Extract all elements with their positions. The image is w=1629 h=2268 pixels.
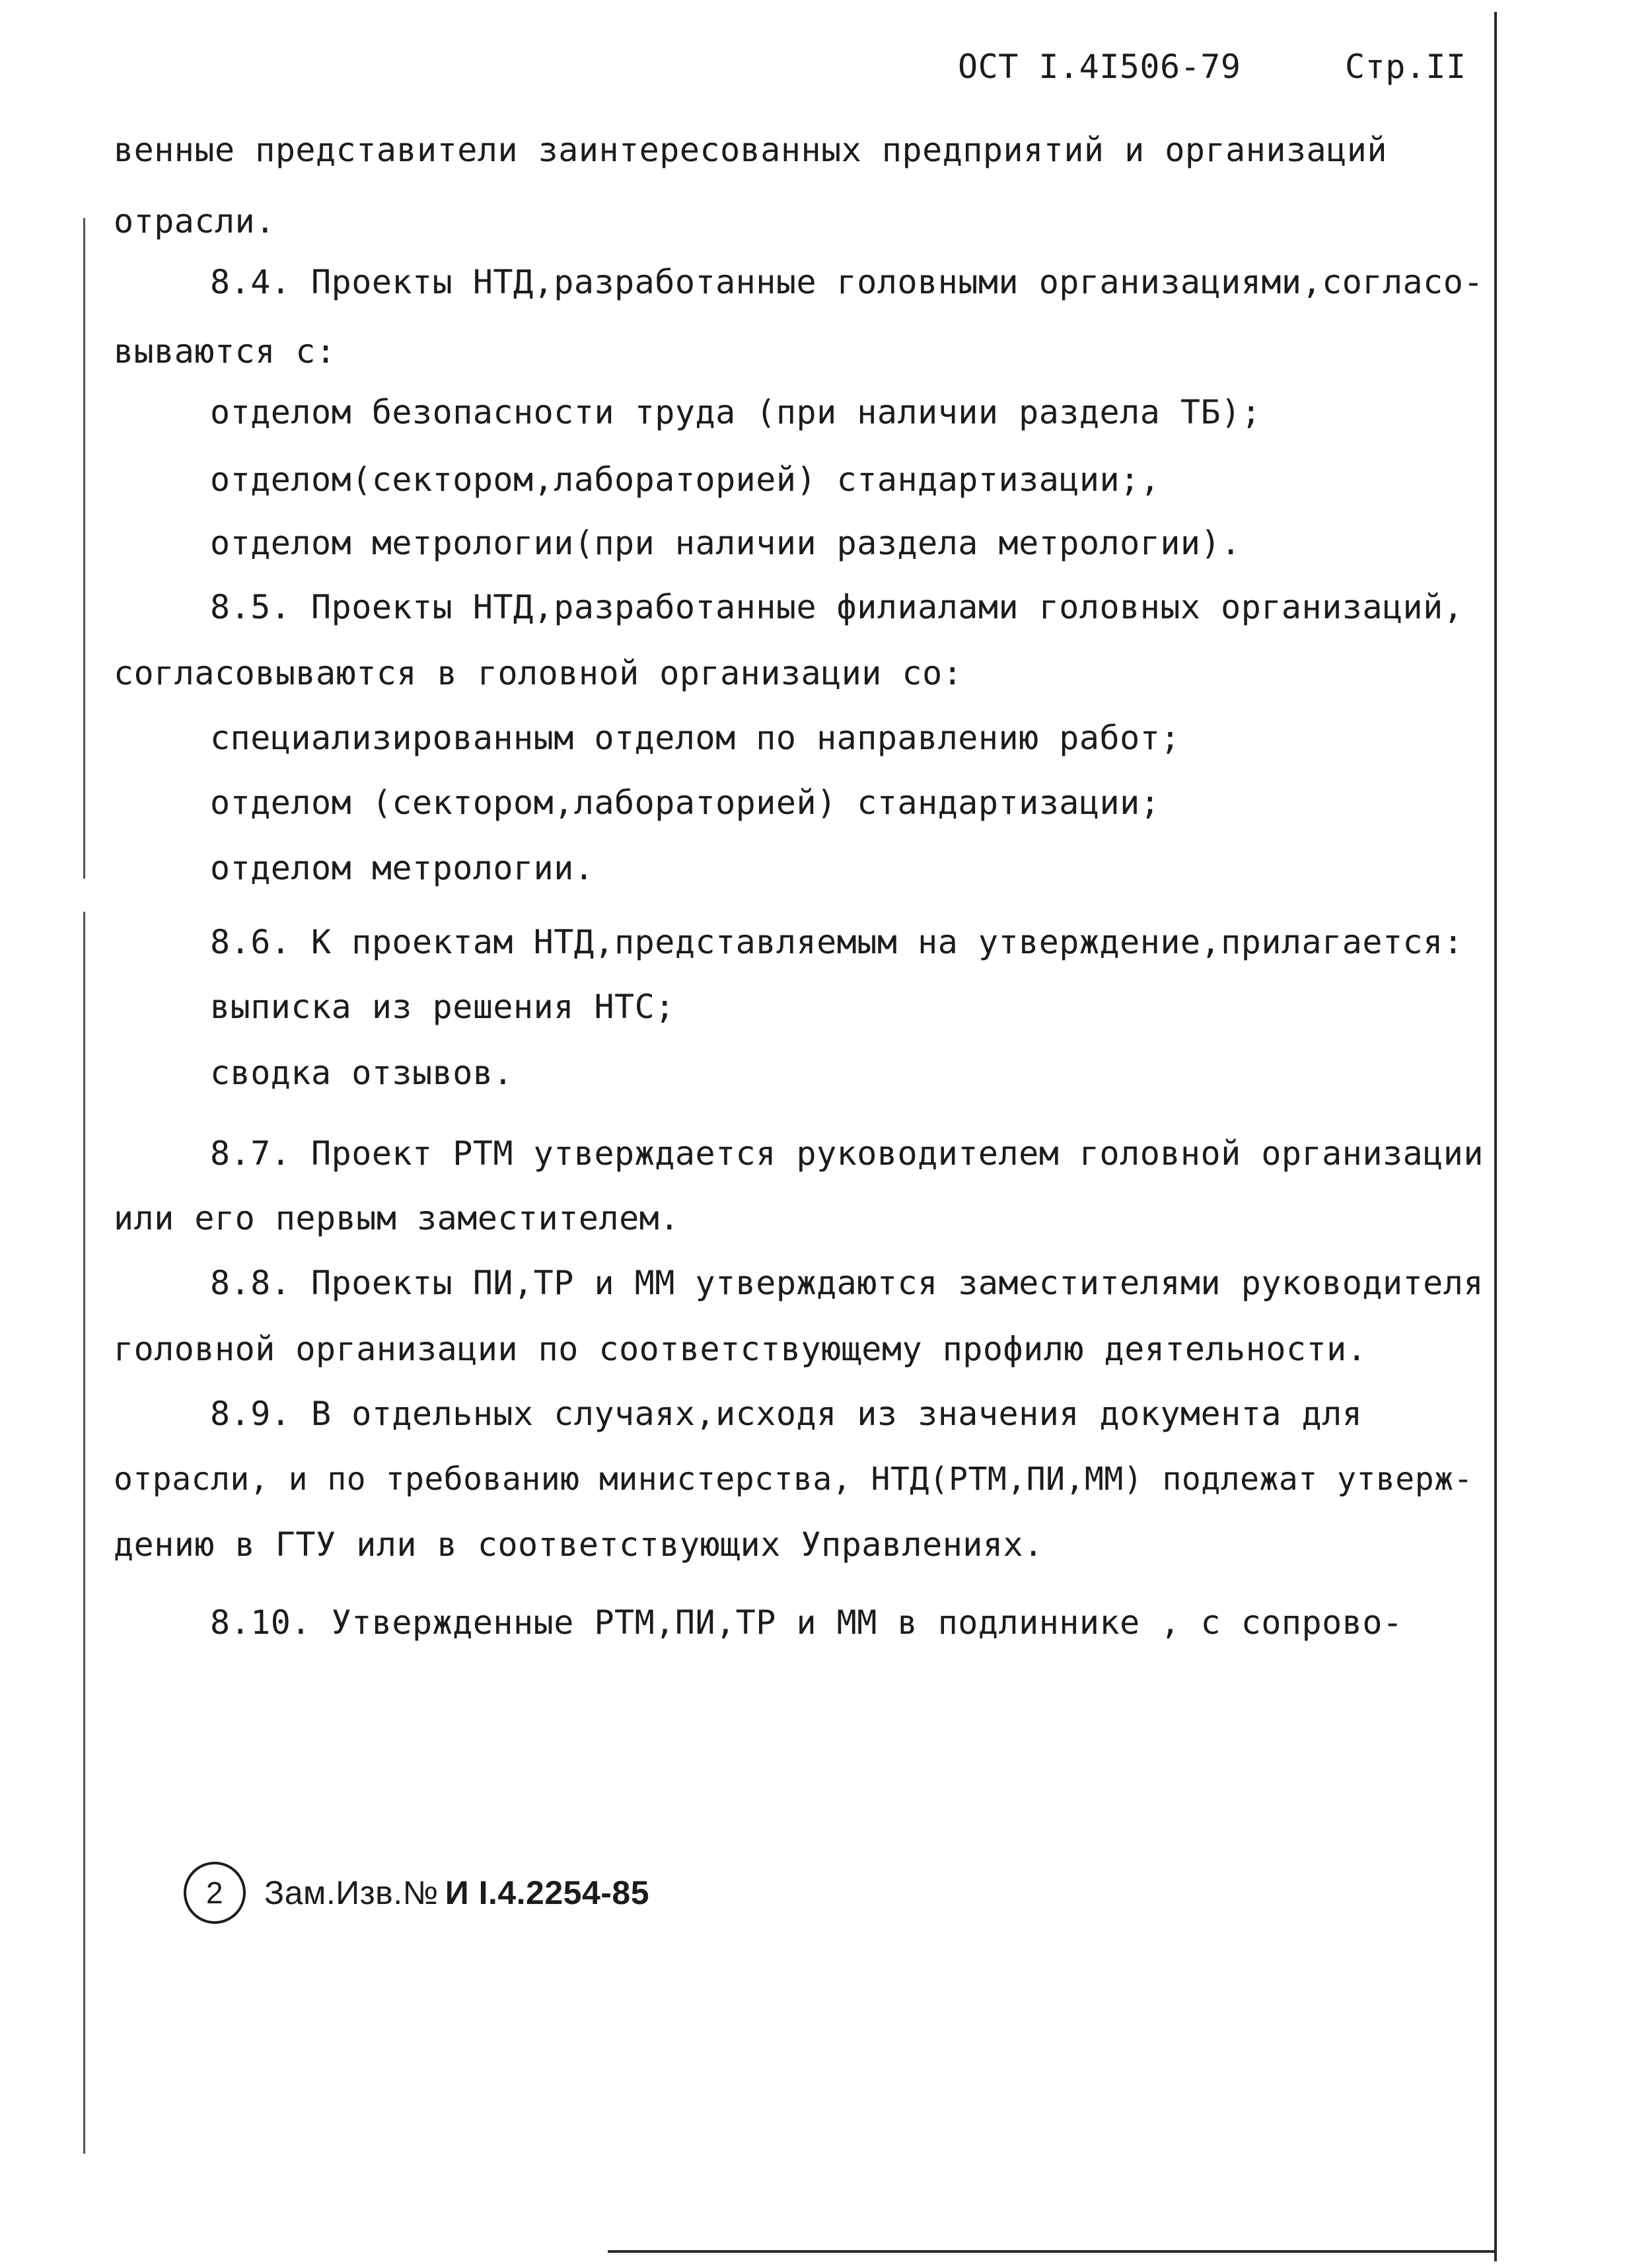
text-line: отделом метрологии(при наличии раздела метрологии). bbox=[210, 524, 1241, 562]
text-line: 8.5. Проекты НТД,разработанные филиалами головных организаций, bbox=[210, 588, 1464, 626]
text-line: 8.6. К проектам НТД,представляемым на утверждение,прилагается: bbox=[210, 923, 1464, 961]
text-line: отделом безопасности труда (при наличии раздела ТБ); bbox=[210, 393, 1262, 431]
text-line: 8.9. В отдельных случаях,исходя из значения документа для bbox=[210, 1395, 1363, 1433]
text-line: выписка из решения НТС; bbox=[210, 988, 675, 1026]
change-label: Зам.Изв.№ bbox=[264, 1874, 439, 1911]
text-line: вываются с: bbox=[114, 332, 336, 371]
text-line: отделом метрологии. bbox=[210, 849, 595, 887]
document-code: ОСТ I.4I506-79 bbox=[958, 48, 1241, 86]
text-line: специализированным отделом по направлению работ; bbox=[210, 719, 1180, 757]
left-margin-mark bbox=[83, 912, 85, 2154]
text-line: 8.4. Проекты НТД,разработанные головными организациями,согласо- bbox=[210, 263, 1484, 301]
text-line: головной организации по соответствующему профилю деятельности. bbox=[114, 1330, 1367, 1368]
change-number-circle: 2 bbox=[184, 1862, 246, 1924]
text-line: 8.8. Проекты ПИ,ТР и ММ утверждаются заместителями руководителя bbox=[210, 1264, 1484, 1302]
text-line: отделом (сектором,лабораторией) стандартизации; bbox=[210, 784, 1161, 822]
left-margin-mark bbox=[83, 218, 85, 879]
change-number: И I.4.2254-85 bbox=[445, 1874, 650, 1911]
text-line: дению в ГТУ или в соответствующих Управлениях. bbox=[114, 1525, 1044, 1564]
text-line: отрасли, и по требованию министерства, НТД(РТМ,ПИ,ММ) подлежат утверж- bbox=[114, 1461, 1473, 1498]
text-line: венные представители заинтересованных предприятий и организаций bbox=[114, 131, 1387, 169]
text-line: или его первым заместителем. bbox=[114, 1199, 680, 1237]
frame-bottom-border bbox=[608, 2250, 1497, 2253]
frame-right-border bbox=[1494, 12, 1497, 2261]
page-number: Стр.II bbox=[1345, 48, 1466, 86]
text-line: отделом(сектором,лабораторией) стандартизации;, bbox=[210, 460, 1161, 499]
text-line: 8.10. Утвержденные РТМ,ПИ,ТР и ММ в подлиннике , с сопрово- bbox=[210, 1603, 1403, 1642]
text-line: сводка отзывов. bbox=[210, 1054, 514, 1092]
text-line: отрасли. bbox=[114, 202, 275, 240]
text-line: согласовываются в головной организации со: bbox=[114, 654, 963, 692]
change-notice bbox=[184, 1856, 649, 1929]
text-line: 8.7. Проект РТМ утверждается руководителем головной организации bbox=[210, 1134, 1484, 1173]
